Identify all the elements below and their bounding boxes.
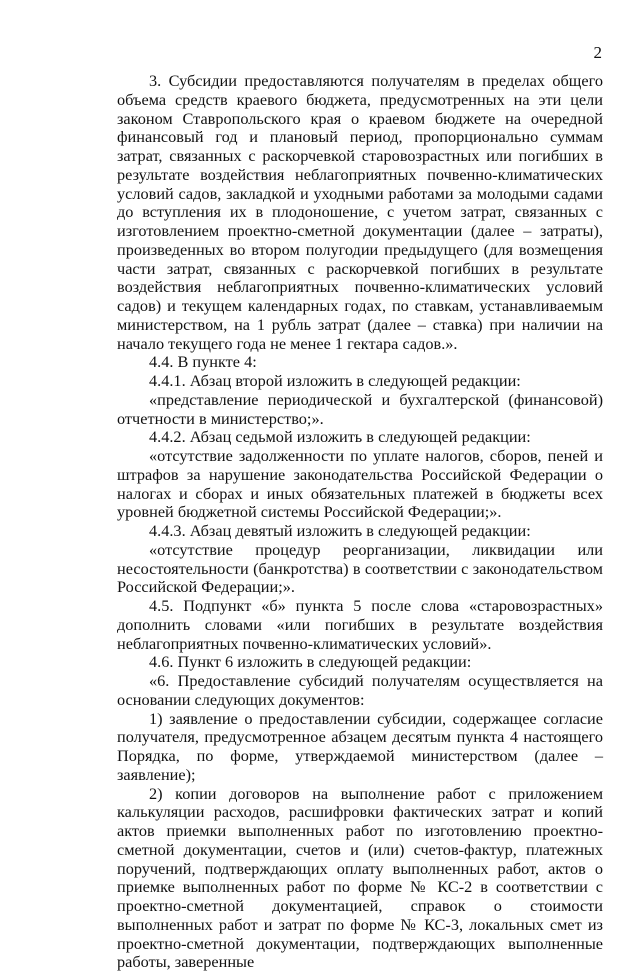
paragraph-4-4-2-text: «отсутствие задолженности по уплате налогов, сборов, пеней и штрафов за нарушение законодательства Российской Федерации о налогах и сборах и иных обязательных платежей в бюджеты всех уровней бюджетной системы Российской Федерации;». xyxy=(117,447,603,522)
paragraph-4-5: 4.5. Подпункт «б» пункта 5 после слова «старовозрастных» дополнить словами «или погибших в результате воздействия неблагоприятных почвенно-климатических условий». xyxy=(117,597,603,653)
paragraph-4-4-2: 4.4.2. Абзац седьмой изложить в следующей редакции: xyxy=(117,428,603,447)
paragraph-6-intro: «6. Предоставление субсидий получателям осуществляется на основании следующих документов: xyxy=(117,672,603,710)
paragraph-4-6: 4.6. Пункт 6 изложить в следующей редакции: xyxy=(117,653,603,672)
paragraph-3-subsidies: 3. Субсидии предоставляются получателям в пределах общего объема средств краевого бюджета, предусмотренных на эти цели законом Ставропольского края о краевом бюджете на очередной финансовый год и плановый период, пропорционально суммам затрат, связанных с раскорчевкой старовозрастных или погибших в результате воздействия неблагоприятных почвенно-климатических условий садов, закладкой и уходными работами за молодыми садами до вступления их в плодоношение, с учетом затрат, связанных с изготовлением проектно-сметной документации (далее – затраты), произведенных во втором полугодии предыдущего (для возмещения части затрат, связанных с раскорчевкой погибших в результате воздействия неблагоприятных почвенно-климатических условий садов) и текущем календарных годах, по ставкам, устанавливаемым министерством, на 1 рубль затрат (далее – ставка) при наличии на начало текущего года не менее 1 гектара садов.». xyxy=(117,72,603,353)
paragraph-6-item-1: 1) заявление о предоставлении субсидии, содержащее согласие получателя, предусмотренное абзацем десятым пункта 4 настоящего Порядка, по форме, утверждаемой министерством (далее – заявление); xyxy=(117,710,603,785)
document-body xyxy=(117,72,603,972)
paragraph-4-4-1-text: «представление периодической и бухгалтерской (финансовой) отчетности в министерство;». xyxy=(117,391,603,429)
paragraph-4-4-heading: 4.4. В пункте 4: xyxy=(117,353,603,372)
paragraph-6-item-2: 2) копии договоров на выполнение работ с приложением калькуляции расходов, расшифровки фактических затрат и копий актов приемки выполненных работ по изготовлению проектно-сметной документации, счетов и (или) счетов-фактур, платежных поручений, подтверждающих оплату выполненных работ, актов о приемке выполненных работ по форме № КС-2 в соответствии с проектно-сметной документацией, справок о стоимости выполненных работ и затрат по форме № КС-3, локальных смет из проектно-сметной документации, подтверждающих выполненные работы, заверенные xyxy=(117,785,603,972)
paragraph-4-4-3-text: «отсутствие процедур реорганизации, ликвидации или несостоятельности (банкротства) в соответствии с законодательством Российской Федерации;». xyxy=(117,541,603,597)
paragraph-4-4-1: 4.4.1. Абзац второй изложить в следующей редакции: xyxy=(117,372,603,391)
page-number: 2 xyxy=(594,43,603,63)
paragraph-4-4-3: 4.4.3. Абзац девятый изложить в следующей редакции: xyxy=(117,522,603,541)
